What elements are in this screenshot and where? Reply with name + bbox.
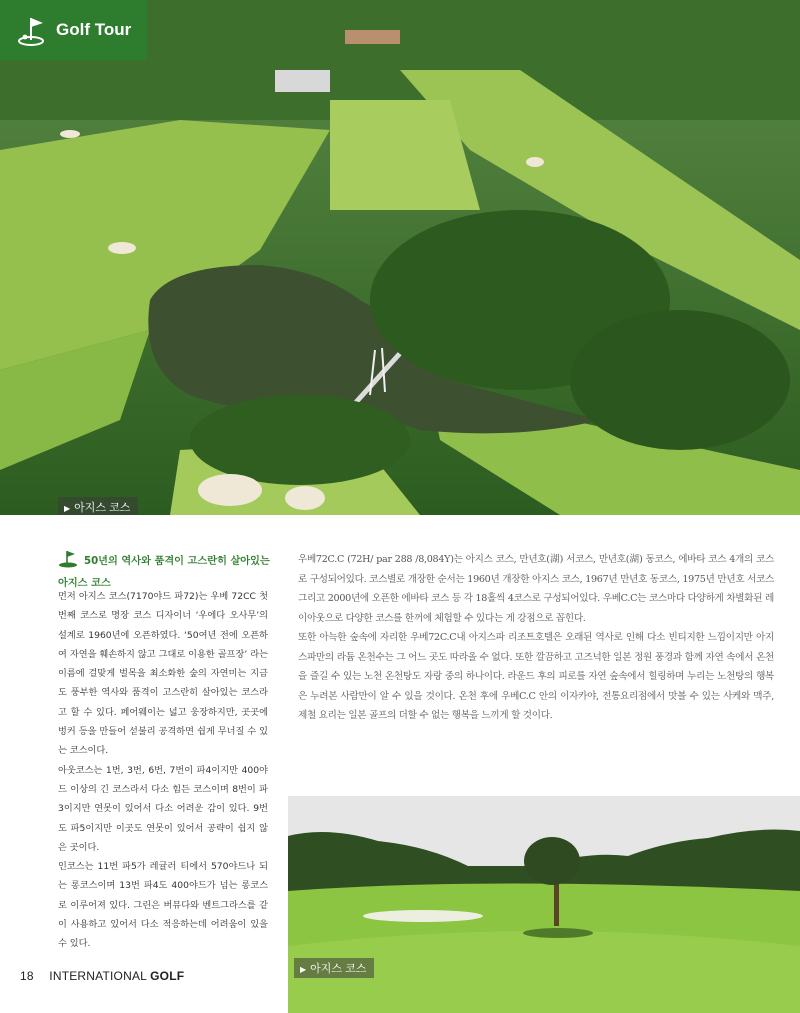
right-column bbox=[298, 550, 774, 726]
fairway-caption-text: 아지스 코스 bbox=[310, 963, 367, 975]
hero-caption-text: 아지스 코스 bbox=[74, 502, 131, 514]
golf-tour-badge bbox=[0, 0, 147, 60]
body-paragraph: 우베72C.C (72H/ par 288 /8,084Y)는 아지스 코스, 만년호(湖) 서코스, 만년호(湖) 동코스, 에바타 코스 4개의 코스로 구성되어있다. 코스별로 개장한 순서는 1960년 개장한 아지스 코스, 1967년 만년호 동코스, 1975년 만년호 서코스 그리고 2000년에 오픈한 에바타 코스 등 각 18홀씩 4코스로 구성되어있다. 우베C.C는 코스마다 다양하게 차별화된 레이아웃으로 다양한 코스를 한꺼에 체험할 수 있다는 게 강점으로 꼽힌다. bbox=[298, 554, 774, 624]
left-column bbox=[58, 587, 268, 954]
caption-arrow-icon: ▶ bbox=[300, 965, 307, 974]
body-paragraph: 또한 아늑한 숲속에 자리한 우베72C.C내 아지스파 리조트호텔은 오래된 역사로 인해 다소 빈티지한 느낌이지만 아지 스파만의 라듐 온천수는 그 어느 곳도 따라올 수 없다. 또한 깔끔하고 고즈넉한 일본 정원 풍경과 함께 자연 속에서 온천을 즐길 수 있는 노천 온천탕도 자랑 중의 하나이다. 라운드 후의 피로를 자연 숲속에서 힐링하며 누리는 노천탕의 행복은 누려본 사람만이 알 수 있을 것이다. 온천 후에 우베C.C 안의 이자카야, 전통요리점에서 맛볼 수 있는 사케와 맥주, 제철 요리는 일본 골프의 더할 수 없는 행복을 느끼게 할 것이다. bbox=[298, 632, 774, 721]
golf-flag-icon bbox=[14, 12, 50, 48]
hero-photo-caption bbox=[58, 497, 138, 515]
page-number: 18 bbox=[20, 969, 34, 983]
golf-flag-icon bbox=[58, 550, 80, 575]
subhead-text: 50년의 역사와 품격이 고스란히 살아있는 아지스 코스 bbox=[58, 556, 270, 589]
page-footer bbox=[20, 969, 184, 983]
caption-arrow-icon: ▶ bbox=[64, 504, 71, 513]
body-paragraph: 인코스는 11번 파5가 레귤러 티에서 570야드나 되는 롱코스이며 13번 파4도 400야드가 넘는 롱코스로 이루어져 있다. 그린은 버뮤다와 벤트그라스를 같이 사용하고 있어서 다소 적응하는데 어려움이 있을 수 있다. bbox=[58, 861, 268, 950]
body-paragraph: 먼저 아지스 코스(7170야드 파72)는 우베 72CC 첫 번째 코스로 명장 코스 디자이너 ‘우에다 오사무’의 설계로 1960년에 오픈하였다. ‘50여년 전에 오픈하여 자연을 훼손하지 않고 그대로 이용한 골프장’ 라는 이름에 걸맞게 벌목을 최소화한 숲의 자연미는 지금도 풍부한 역사와 품격이 고스란히 살아있는 코스라고 할 수 있다. 페어웨이는 넓고 웅장하지만, 곳곳에 벙커 등을 만들어 섣불리 공격하면 쉽게 무너질 수 있는 코스이다. bbox=[58, 591, 268, 757]
magazine-name-prefix: INTERNATIONAL bbox=[49, 969, 147, 983]
fairway-photo-caption bbox=[294, 958, 374, 978]
magazine-name-suffix: GOLF bbox=[150, 969, 185, 983]
badge-label: Golf Tour bbox=[56, 20, 132, 39]
fairway-photo bbox=[288, 796, 800, 1013]
body-paragraph: 아웃코스는 1번, 3번, 6번, 7번이 파4이지만 400야드 이상의 긴 코스라서 다소 힘든 코스이며 8번이 파3이지만 연못이 있어서 다소 어려운 감이 있다. 9번도 파5이지만 이곳도 연못이 있어서 공략이 쉽지 않은 곳이다. bbox=[58, 764, 268, 853]
fairway-photo-illustration bbox=[288, 796, 800, 1013]
